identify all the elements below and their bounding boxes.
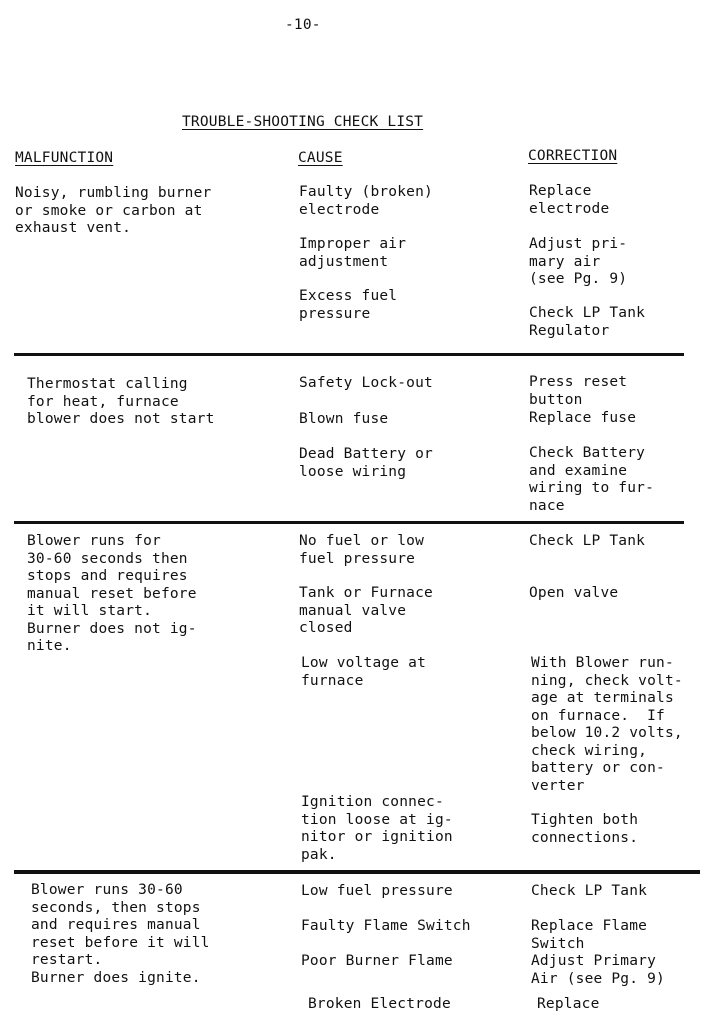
malfunction-text: Noisy, rumbling burner or smoke or carbon at exhaust vent. [15, 185, 212, 236]
cause-text: Broken Electrode [308, 996, 451, 1012]
correction-text: Check LP Tank [529, 533, 646, 549]
section-divider [14, 870, 700, 874]
correction-text: Adjust pri- mary air (see Pg. 9) [529, 236, 628, 287]
section-divider [14, 521, 684, 524]
correction-text: Check LP Tank Regulator [529, 305, 646, 339]
cause-text: Safety Lock-out [299, 375, 433, 391]
malfunction-header: MALFUNCTION [15, 150, 114, 166]
cause-text: Improper air adjustment [299, 236, 407, 270]
correction-text: Replace fuse [529, 410, 637, 426]
correction-text: Tighten both connections. [531, 812, 639, 846]
correction-text: Open valve [529, 585, 619, 601]
page-number: -10- [285, 17, 321, 33]
cause-text: Faulty Flame Switch [301, 918, 471, 934]
correction-text: Replace [537, 996, 600, 1012]
correction-text: Press reset button [529, 374, 628, 408]
cause-text: Excess fuel pressure [299, 288, 398, 322]
cause-text: No fuel or low fuel pressure [299, 533, 425, 567]
cause-text: Blown fuse [299, 411, 389, 427]
cause-text: Poor Burner Flame [301, 953, 453, 969]
malfunction-text: Blower runs 30-60 seconds, then stops and requires manual reset before it will restart. Burner does ignite. [31, 882, 210, 986]
cause-header: CAUSE [298, 150, 343, 166]
cause-text: Faulty (broken) electrode [299, 184, 433, 218]
correction-text: Adjust Primary Air (see Pg. 9) [531, 953, 665, 987]
correction-text: Check LP Tank [531, 883, 648, 899]
cause-text: Low fuel pressure [301, 883, 453, 899]
correction-text: With Blower run- ning, check volt- age at terminals on furnace. If below 10.2 volts, check wiring, battery or con- verter [531, 655, 683, 794]
cause-text: Ignition connec- tion loose at ig- nitor or ignition pak. [301, 794, 453, 863]
correction-text: Replace electrode [529, 183, 610, 217]
correction-header: CORRECTION [528, 148, 618, 164]
section-divider [14, 353, 684, 356]
correction-text: Replace Flame Switch [531, 918, 648, 952]
document-title: TROUBLE-SHOOTING CHECK LIST [182, 114, 424, 130]
cause-text: Dead Battery or loose wiring [299, 446, 433, 480]
malfunction-text: Blower runs for 30-60 seconds then stops and requires manual reset before it will start. Burner does not ig- nite. [27, 533, 197, 654]
cause-text: Low voltage at furnace [301, 655, 427, 689]
cause-text: Tank or Furnace manual valve closed [299, 585, 433, 636]
correction-text: Check Battery and examine wiring to fur- nace [529, 445, 655, 514]
malfunction-text: Thermostat calling for heat, furnace blower does not start [27, 376, 215, 427]
